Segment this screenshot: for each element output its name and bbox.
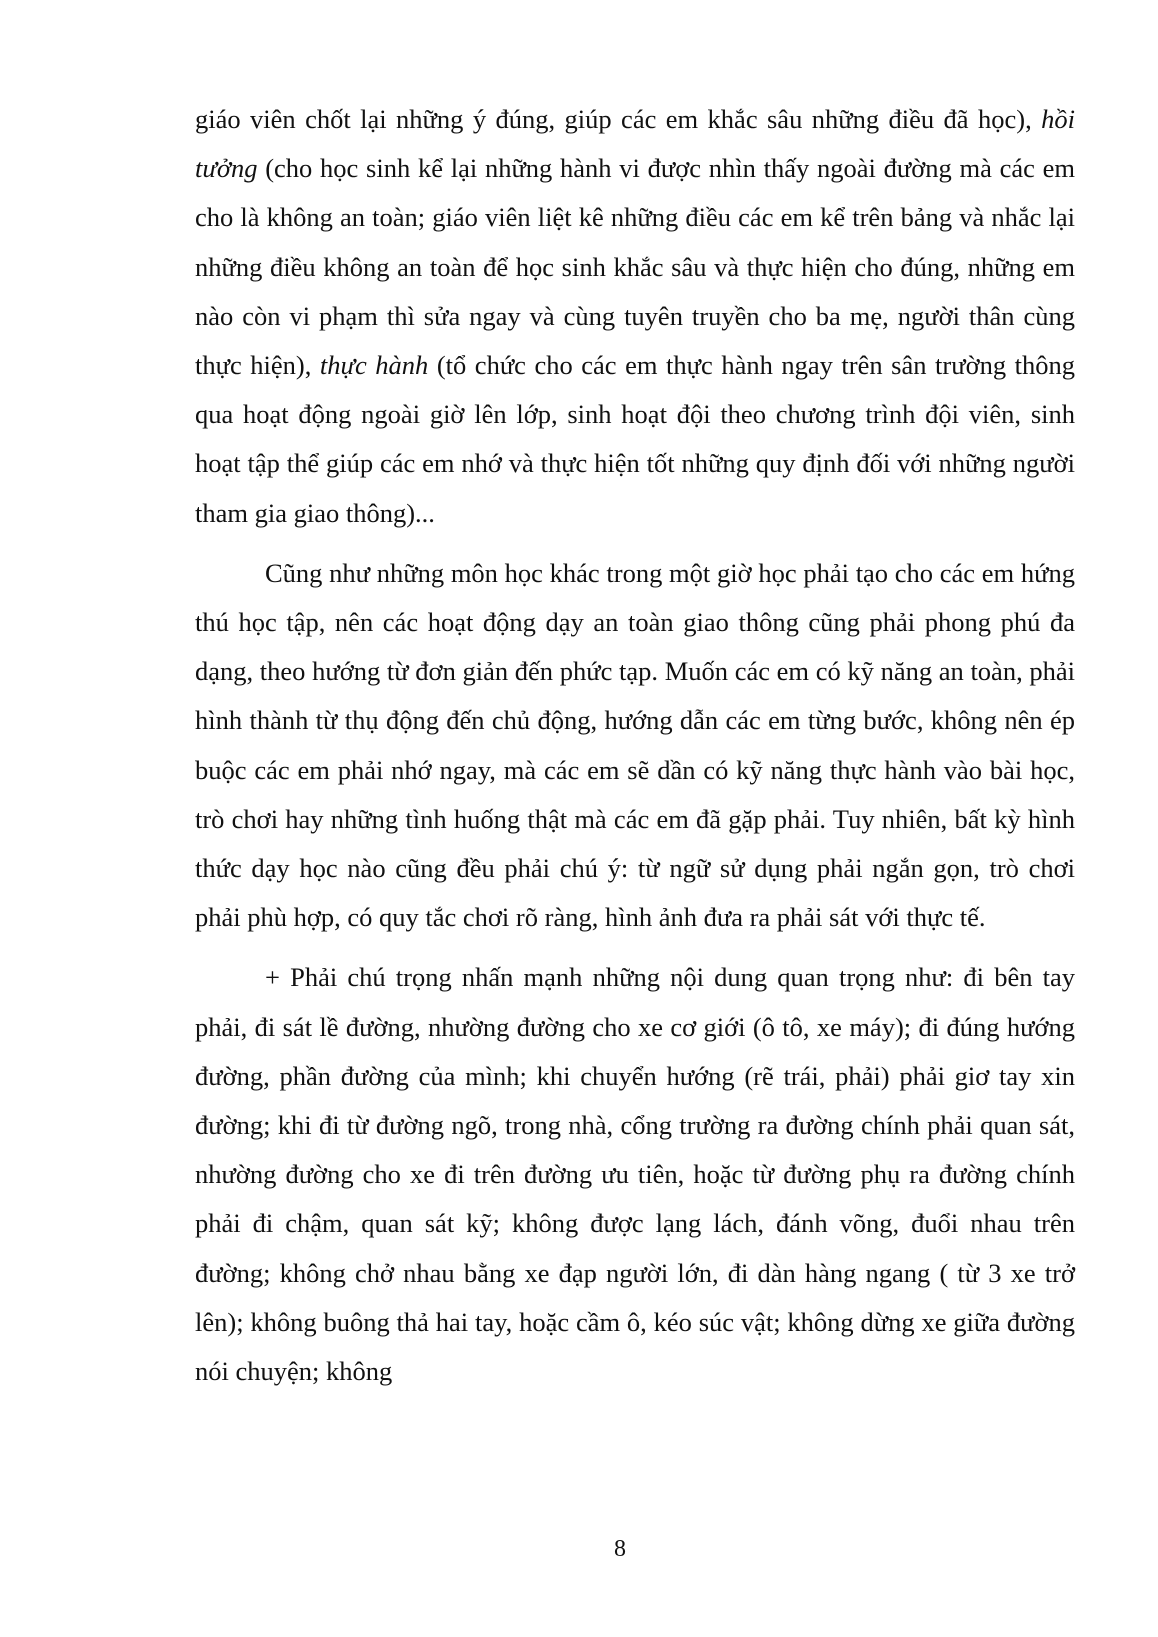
paragraph-1 [195,95,1075,538]
para1-italic-term-thuc-hanh: thực hành [319,350,429,381]
para1-segment-3: (cho học sinh kể lại những hành vi được nhìn thấy ngoài đường mà các em cho là không an toàn; giáo viên liệt kê những điều các em kể trên bảng và nhắc lại những điều không an toàn để học sinh khắc sâu và thực hiện cho đúng, những em nào còn vi phạm thì sửa ngay và cùng tuyên truyền cho ba mẹ, người thân cùng thực hiện), [195,153,1075,381]
body-text [195,95,1075,1396]
page-number: 8 [614,1536,626,1562]
para1-segment-5: (tổ chức cho các em thực hành ngay trên sân trường thông qua hoạt động ngoài giờ lên lớp, sinh hoạt đội theo chương trình đội viên, sinh hoạt tập thể giúp các em nhớ và thực hiện tốt những quy định đối với những người tham gia giao thông)... [195,350,1076,528]
paragraph-2 [195,549,1075,943]
paragraph-3 [195,953,1075,1396]
para3-text: + Phải chú trọng nhấn mạnh những nội dung quan trọng như: đi bên tay phải, đi sát lề đường, nhường đường cho xe cơ giới (ô tô, xe máy); đi đúng hướng đường, phần đường của mình; khi chuyển hướng (rẽ trái, phải) phải giơ tay xin đường; khi đi từ đường ngõ, trong nhà, cổng trường ra đường chính phải quan sát, nhường đường cho xe đi trên đường ưu tiên, hoặc từ đường phụ ra đường chính phải đi chậm, quan sát kỹ; không được lạng lách, đánh võng, đuổi nhau trên đường; không chở nhau bằng xe đạp người lớn, đi dàn hàng ngang ( từ 3 xe trở lên); không buông thả hai tay, hoặc cầm ô, kéo súc vật; không dừng xe giữa đường nói chuyện; không [195,962,1075,1387]
para1-italic-term-hoi-tuong: hồi tưởng [195,104,1075,184]
para1-segment-1: giáo viên chốt lại những ý đúng, giúp các em khắc sâu những điều đã học), [195,104,1042,134]
para2-text: Cũng như những môn học khác trong một giờ học phải tạo cho các em hứng thú học tập, nên các hoạt động dạy an toàn giao thông cũng phải phong phú đa dạng, theo hướng từ đơn giản đến phức tạp. Muốn các em có kỹ năng an toàn, phải hình thành từ thụ động đến chủ động, hướng dẫn các em từng bước, không nên ép buộc các em phải nhớ ngay, mà các em sẽ dần có kỹ năng thực hành vào bài học, trò chơi hay những tình huống thật mà các em đã gặp phải. Tuy nhiên, bất kỳ hình thức dạy học nào cũng đều phải chú ý: từ ngữ sử dụng phải ngắn gọn, trò chơi phải phù hợp, có quy tắc chơi rõ ràng, hình ảnh đưa ra phải sát với thực tế. [195,557,1075,933]
